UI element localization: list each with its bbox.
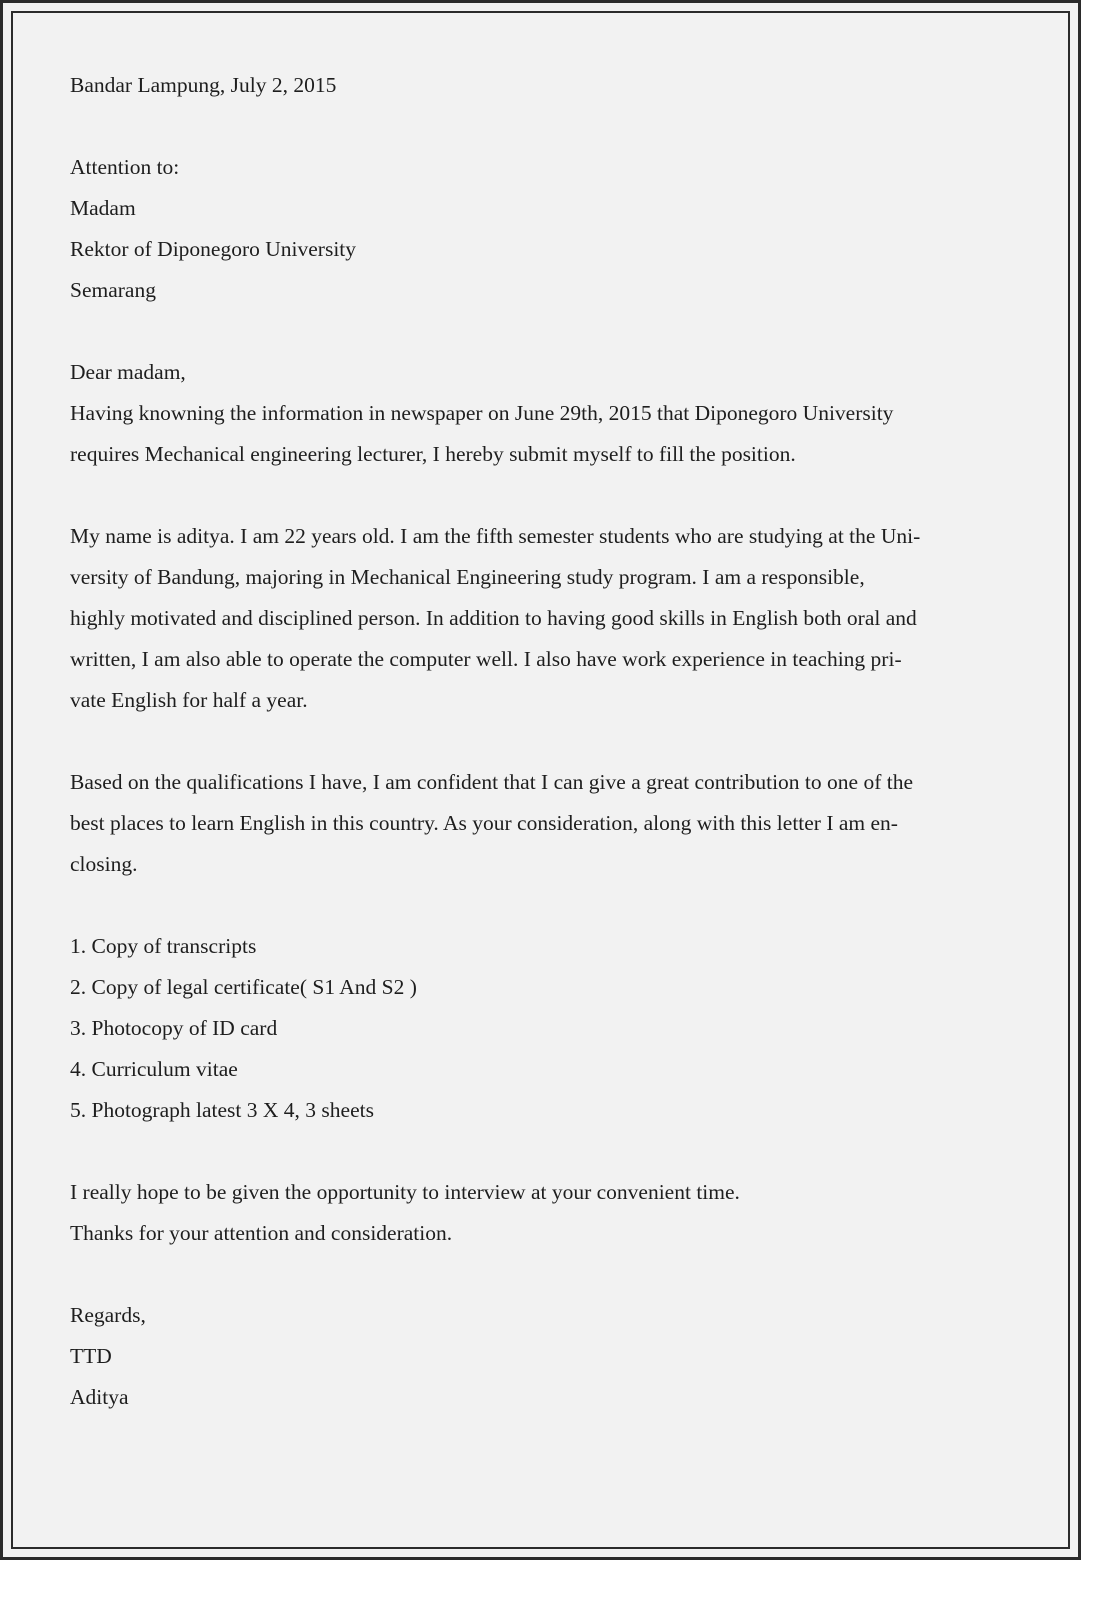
letter-body [70, 65, 1010, 1418]
qualification-line: closing. [70, 852, 138, 876]
salutation: Dear madam, [70, 360, 186, 384]
about-line: written, I am also able to operate the computer well. I also have work experience in teaching pri- [70, 647, 902, 671]
enclosure-item: 4. Curriculum vitae [70, 1057, 238, 1081]
about-line: My name is aditya. I am 22 years old. I am the fifth semester students who are studying at the Uni- [70, 524, 921, 548]
signature-note: TTD [70, 1344, 112, 1368]
spacer [70, 885, 1010, 926]
intro-paragraph [70, 393, 1010, 475]
closing-line: I really hope to be given the opportunity to interview at your convenient time. [70, 1180, 740, 1204]
enclosure-item: 5. Photograph latest 3 X 4, 3 sheets [70, 1098, 374, 1122]
qualification-line: best places to learn English in this country. As your consideration, along with this letter I am en- [70, 811, 898, 835]
about-line: highly motivated and disciplined person. In addition to having good skills in English both oral and [70, 606, 917, 630]
attention-label: Attention to: [70, 155, 180, 179]
enclosure-list [70, 926, 1010, 1131]
recipient-city: Semarang [70, 278, 156, 302]
spacer [70, 1131, 1010, 1172]
sender-name: Aditya [70, 1385, 129, 1409]
recipient-name: Madam [70, 196, 136, 220]
place-date: Bandar Lampung, July 2, 2015 [70, 73, 337, 97]
enclosure-item: 2. Copy of legal certificate( S1 And S2 ) [70, 975, 417, 999]
spacer [70, 1254, 1010, 1295]
about-line: versity of Bandung, majoring in Mechanical Engineering study program. I am a responsible, [70, 565, 865, 589]
spacer [70, 311, 1010, 352]
intro-line: Having knowning the information in newspaper on June 29th, 2015 that Diponegoro University [70, 401, 894, 425]
spacer [70, 475, 1010, 516]
recipient-position: Rektor of Diponegoro University [70, 237, 357, 261]
intro-line: requires Mechanical engineering lecturer, I hereby submit myself to fill the position. [70, 442, 796, 466]
signoff-block [70, 1295, 1010, 1418]
closing-paragraph [70, 1172, 1010, 1254]
spacer [70, 721, 1010, 762]
enclosure-item: 1. Copy of transcripts [70, 934, 257, 958]
qualification-paragraph [70, 762, 1010, 885]
about-paragraph [70, 516, 1010, 721]
spacer [70, 106, 1010, 147]
about-line: vate English for half a year. [70, 688, 308, 712]
closing-line: Thanks for your attention and consideration. [70, 1221, 453, 1245]
recipient-block [70, 147, 1010, 311]
qualification-line: Based on the qualifications I have, I am confident that I can give a great contribution to one of the [70, 770, 913, 794]
regards-text: Regards, [70, 1303, 146, 1327]
enclosure-item: 3. Photocopy of ID card [70, 1016, 278, 1040]
